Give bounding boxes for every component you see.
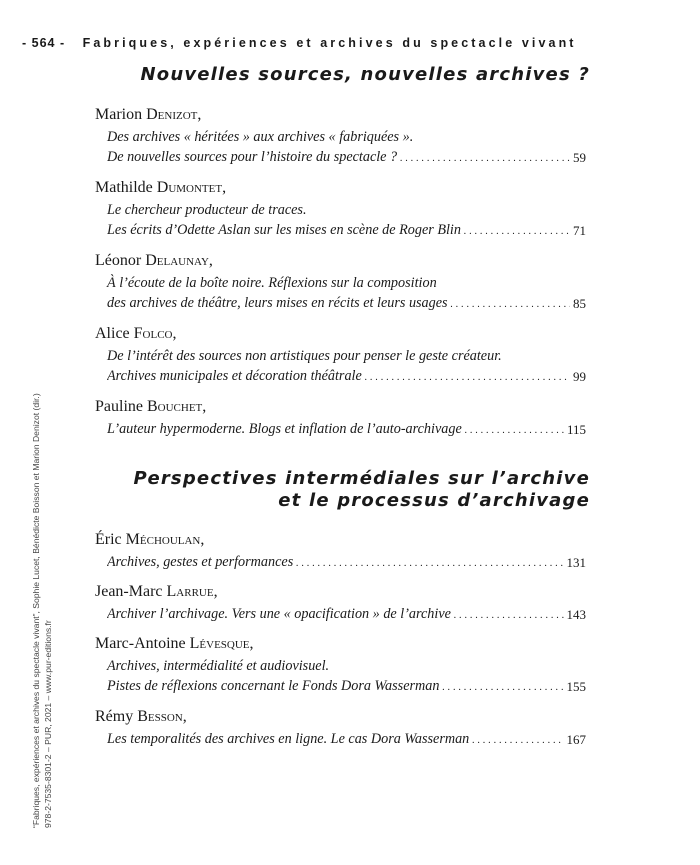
page-ref: 115 (564, 420, 586, 440)
page-ref: 143 (564, 605, 587, 625)
toc-entry[interactable] (95, 105, 586, 168)
entry-title-line: Les temporalités des archives en ligne. Le cas Dora Wasserman 167 . . . (107, 730, 586, 751)
toc-entry[interactable] (95, 324, 586, 387)
entry-title-line: Archives, gestes et performances 131 . . . (107, 553, 586, 574)
page-ref: 155 (564, 677, 587, 697)
running-head (22, 36, 597, 50)
entry-title-line: De nouvelles sources pour l’histoire du spectacle ? 59 . . . (107, 148, 586, 169)
author-name: Éric Méchoulan, (95, 531, 205, 548)
toc-entry[interactable] (95, 634, 586, 697)
page-number: - 564 - (22, 36, 66, 50)
toc-entry[interactable] (95, 397, 586, 441)
entry-title-line: Archives, intermédialité et audiovisuel. (107, 658, 330, 674)
entry-title-line: Archiver l’archivage. Vers une « opacification » de l’archive 143 . . . (107, 605, 586, 626)
page-ref: 85 (570, 294, 586, 314)
side-citation: “Fabriques, expériences et archives du spectacle vivant”, Sophie Lucet, Bénédicte Boisson et Marion Denizot (dir.) 978-2-7535-8301-2 – PUR, 2021 – www.pur-editions.fr (31, 393, 53, 828)
entry-title-line: À l’écoute de la boîte noire. Réflexions sur la composition (107, 275, 437, 291)
toc-entry[interactable] (95, 707, 586, 751)
author-name: Léonor Delaunay, (95, 252, 213, 269)
entry-title-line: Pistes de réflexions concernant le Fonds Dora Wasserman 155 . . . (107, 677, 586, 698)
author-name: Mathilde Dumontet, (95, 179, 227, 196)
entry-title-line: L’auteur hypermoderne. Blogs et inflation de l’auto-archivage 115 . . . (107, 420, 586, 441)
entry-title-line: Archives municipales et décoration théâtrale 99 . . . (107, 367, 586, 388)
author-name: Pauline Bouchet, (95, 398, 207, 415)
page-ref: 167 (564, 730, 587, 750)
section-title: Perspectives intermédiales sur l’archive et le processus d’archivage (133, 468, 590, 511)
entry-title-line: De l’intérêt des sources non artistiques pour penser le geste créateur. (107, 348, 502, 364)
page-ref: 59 (570, 148, 586, 168)
section-title: Nouvelles sources, nouvelles archives ? (140, 64, 590, 85)
entry-title-line: des archives de théâtre, leurs mises en récits et leurs usages 85 . . . (107, 294, 586, 315)
author-name: Marion Denizot, (95, 106, 202, 123)
entry-title-line: Des archives « héritées » aux archives « fabriquées ». (107, 129, 414, 145)
entry-title-line: Le chercheur producteur de traces. (107, 202, 307, 218)
toc-entry[interactable] (95, 251, 586, 314)
toc-entry[interactable] (95, 178, 586, 241)
author-name: Rémy Besson, (95, 708, 187, 725)
entry-title-line: Les écrits d’Odette Aslan sur les mises en scène de Roger Blin 71 . . . (107, 221, 586, 242)
author-name: Alice Folco, (95, 325, 177, 342)
author-name: Jean-Marc Larrue, (95, 583, 218, 600)
running-head-title: Fabriques, expériences et archives du spectacle vivant (82, 36, 577, 50)
toc-entry[interactable] (95, 530, 586, 574)
page-ref: 131 (564, 553, 587, 573)
author-name: Marc-Antoine Lévesque, (95, 635, 254, 652)
page-ref: 99 (570, 367, 586, 387)
toc-entry[interactable] (95, 582, 586, 626)
page-ref: 71 (570, 221, 586, 241)
